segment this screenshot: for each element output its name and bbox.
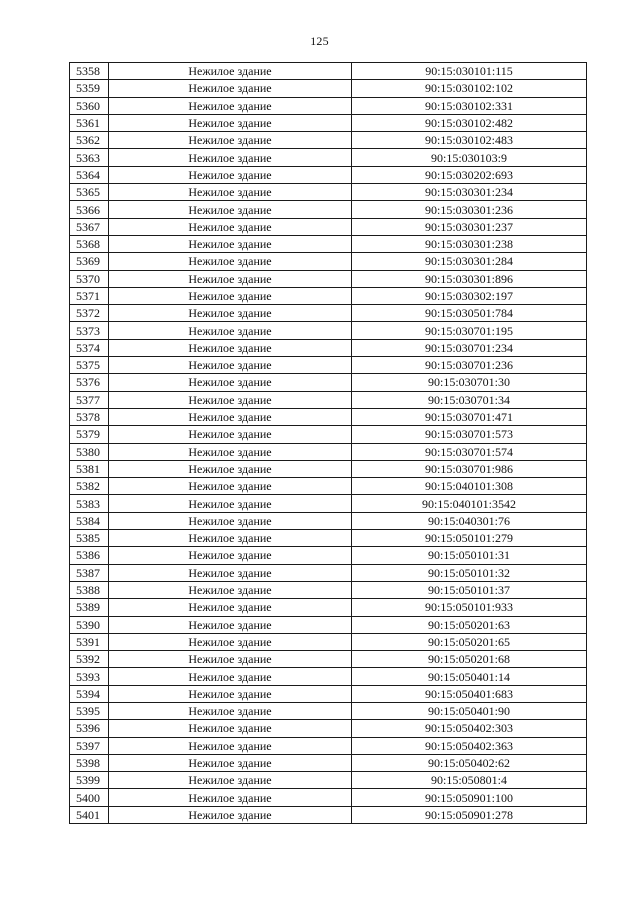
row-number-cell: 5382 xyxy=(70,478,109,495)
row-number-cell: 5358 xyxy=(70,63,109,80)
object-type-cell: Нежилое здание xyxy=(109,63,352,80)
row-number-cell: 5391 xyxy=(70,633,109,650)
page-number: 125 xyxy=(310,34,329,48)
cadastral-number-cell: 90:15:030501:784 xyxy=(352,305,587,322)
cadastral-number-cell: 90:15:030301:234 xyxy=(352,184,587,201)
object-type-cell: Нежилое здание xyxy=(109,443,352,460)
object-type-cell: Нежилое здание xyxy=(109,357,352,374)
row-number-cell: 5366 xyxy=(70,201,109,218)
cadastral-number-cell: 90:15:030701:573 xyxy=(352,426,587,443)
table-row xyxy=(70,512,587,529)
row-number-cell: 5388 xyxy=(70,581,109,598)
cadastral-number-cell: 90:15:030701:34 xyxy=(352,391,587,408)
row-number-cell: 5374 xyxy=(70,339,109,356)
cadastral-number-cell: 90:15:050101:31 xyxy=(352,547,587,564)
row-number-cell: 5383 xyxy=(70,495,109,512)
table-row xyxy=(70,391,587,408)
table-row xyxy=(70,374,587,391)
object-type-cell: Нежилое здание xyxy=(109,651,352,668)
cadastral-number-cell: 90:15:030701:574 xyxy=(352,443,587,460)
object-type-cell: Нежилое здание xyxy=(109,287,352,304)
cadastral-number-cell: 90:15:030102:331 xyxy=(352,97,587,114)
table-body xyxy=(70,63,587,824)
cadastral-number-cell: 90:15:030701:471 xyxy=(352,408,587,425)
cadastral-number-cell: 90:15:050901:100 xyxy=(352,789,587,806)
table-row xyxy=(70,201,587,218)
row-number-cell: 5364 xyxy=(70,166,109,183)
object-type-cell: Нежилое здание xyxy=(109,772,352,789)
row-number-cell: 5367 xyxy=(70,218,109,235)
object-type-cell: Нежилое здание xyxy=(109,218,352,235)
object-type-cell: Нежилое здание xyxy=(109,530,352,547)
object-type-cell: Нежилое здание xyxy=(109,564,352,581)
cadastral-number-cell: 90:15:040101:3542 xyxy=(352,495,587,512)
row-number-cell: 5384 xyxy=(70,512,109,529)
row-number-cell: 5361 xyxy=(70,114,109,131)
table-row xyxy=(70,789,587,806)
table-row xyxy=(70,426,587,443)
property-registry-table xyxy=(69,62,587,824)
cadastral-number-cell: 90:15:030302:197 xyxy=(352,287,587,304)
object-type-cell: Нежилое здание xyxy=(109,97,352,114)
row-number-cell: 5393 xyxy=(70,668,109,685)
row-number-cell: 5392 xyxy=(70,651,109,668)
table-row xyxy=(70,772,587,789)
cadastral-number-cell: 90:15:030102:482 xyxy=(352,114,587,131)
object-type-cell: Нежилое здание xyxy=(109,184,352,201)
cadastral-number-cell: 90:15:030301:896 xyxy=(352,270,587,287)
object-type-cell: Нежилое здание xyxy=(109,235,352,252)
object-type-cell: Нежилое здание xyxy=(109,391,352,408)
cadastral-number-cell: 90:15:050401:14 xyxy=(352,668,587,685)
table-row xyxy=(70,235,587,252)
object-type-cell: Нежилое здание xyxy=(109,270,352,287)
row-number-cell: 5381 xyxy=(70,460,109,477)
table-row xyxy=(70,806,587,823)
row-number-cell: 5386 xyxy=(70,547,109,564)
row-number-cell: 5368 xyxy=(70,235,109,252)
row-number-cell: 5389 xyxy=(70,599,109,616)
table-row xyxy=(70,408,587,425)
cadastral-number-cell: 90:15:030101:115 xyxy=(352,63,587,80)
object-type-cell: Нежилое здание xyxy=(109,702,352,719)
object-type-cell: Нежилое здание xyxy=(109,737,352,754)
table-row xyxy=(70,253,587,270)
table-row xyxy=(70,581,587,598)
object-type-cell: Нежилое здание xyxy=(109,806,352,823)
row-number-cell: 5369 xyxy=(70,253,109,270)
object-type-cell: Нежилое здание xyxy=(109,305,352,322)
cadastral-number-cell: 90:15:030701:234 xyxy=(352,339,587,356)
table-row xyxy=(70,460,587,477)
cadastral-number-cell: 90:15:050401:683 xyxy=(352,685,587,702)
row-number-cell: 5373 xyxy=(70,322,109,339)
row-number-cell: 5390 xyxy=(70,616,109,633)
object-type-cell: Нежилое здание xyxy=(109,581,352,598)
object-type-cell: Нежилое здание xyxy=(109,80,352,97)
row-number-cell: 5395 xyxy=(70,702,109,719)
row-number-cell: 5401 xyxy=(70,806,109,823)
table-row xyxy=(70,495,587,512)
object-type-cell: Нежилое здание xyxy=(109,408,352,425)
object-type-cell: Нежилое здание xyxy=(109,668,352,685)
row-number-cell: 5362 xyxy=(70,132,109,149)
cadastral-number-cell: 90:15:030301:236 xyxy=(352,201,587,218)
table-row xyxy=(70,63,587,80)
table-row xyxy=(70,322,587,339)
cadastral-number-cell: 90:15:050101:32 xyxy=(352,564,587,581)
cadastral-number-cell: 90:15:050901:278 xyxy=(352,806,587,823)
cadastral-number-cell: 90:15:030301:238 xyxy=(352,235,587,252)
object-type-cell: Нежилое здание xyxy=(109,114,352,131)
table-row xyxy=(70,443,587,460)
cadastral-number-cell: 90:15:030102:102 xyxy=(352,80,587,97)
table-row xyxy=(70,287,587,304)
row-number-cell: 5379 xyxy=(70,426,109,443)
object-type-cell: Нежилое здание xyxy=(109,754,352,771)
table-row xyxy=(70,149,587,166)
row-number-cell: 5396 xyxy=(70,720,109,737)
object-type-cell: Нежилое здание xyxy=(109,633,352,650)
table-row xyxy=(70,651,587,668)
table-row xyxy=(70,184,587,201)
cadastral-number-cell: 90:15:030202:693 xyxy=(352,166,587,183)
table-row xyxy=(70,166,587,183)
cadastral-number-cell: 90:15:050402:62 xyxy=(352,754,587,771)
object-type-cell: Нежилое здание xyxy=(109,547,352,564)
table-row xyxy=(70,633,587,650)
row-number-cell: 5360 xyxy=(70,97,109,114)
object-type-cell: Нежилое здание xyxy=(109,495,352,512)
row-number-cell: 5387 xyxy=(70,564,109,581)
table-row xyxy=(70,478,587,495)
cadastral-number-cell: 90:15:030701:986 xyxy=(352,460,587,477)
object-type-cell: Нежилое здание xyxy=(109,616,352,633)
row-number-cell: 5372 xyxy=(70,305,109,322)
object-type-cell: Нежилое здание xyxy=(109,720,352,737)
object-type-cell: Нежилое здание xyxy=(109,460,352,477)
row-number-cell: 5394 xyxy=(70,685,109,702)
table-row xyxy=(70,737,587,754)
table-row xyxy=(70,80,587,97)
table-row xyxy=(70,218,587,235)
table-row xyxy=(70,754,587,771)
cadastral-number-cell: 90:15:030103:9 xyxy=(352,149,587,166)
row-number-cell: 5376 xyxy=(70,374,109,391)
cadastral-number-cell: 90:15:050402:303 xyxy=(352,720,587,737)
cadastral-number-cell: 90:15:050201:63 xyxy=(352,616,587,633)
row-number-cell: 5397 xyxy=(70,737,109,754)
cadastral-number-cell: 90:15:050201:65 xyxy=(352,633,587,650)
table-row xyxy=(70,530,587,547)
row-number-cell: 5398 xyxy=(70,754,109,771)
row-number-cell: 5378 xyxy=(70,408,109,425)
object-type-cell: Нежилое здание xyxy=(109,253,352,270)
cadastral-number-cell: 90:15:030701:30 xyxy=(352,374,587,391)
object-type-cell: Нежилое здание xyxy=(109,166,352,183)
object-type-cell: Нежилое здание xyxy=(109,599,352,616)
object-type-cell: Нежилое здание xyxy=(109,132,352,149)
table-row xyxy=(70,685,587,702)
object-type-cell: Нежилое здание xyxy=(109,478,352,495)
table-row xyxy=(70,305,587,322)
row-number-cell: 5370 xyxy=(70,270,109,287)
row-number-cell: 5377 xyxy=(70,391,109,408)
table-row xyxy=(70,564,587,581)
table-row xyxy=(70,114,587,131)
row-number-cell: 5371 xyxy=(70,287,109,304)
object-type-cell: Нежилое здание xyxy=(109,339,352,356)
cadastral-number-cell: 90:15:050101:37 xyxy=(352,581,587,598)
cadastral-number-cell: 90:15:040301:76 xyxy=(352,512,587,529)
row-number-cell: 5400 xyxy=(70,789,109,806)
cadastral-number-cell: 90:15:050101:933 xyxy=(352,599,587,616)
table-row xyxy=(70,357,587,374)
table-row xyxy=(70,599,587,616)
row-number-cell: 5359 xyxy=(70,80,109,97)
table-row xyxy=(70,339,587,356)
cadastral-number-cell: 90:15:030102:483 xyxy=(352,132,587,149)
object-type-cell: Нежилое здание xyxy=(109,685,352,702)
object-type-cell: Нежилое здание xyxy=(109,149,352,166)
cadastral-number-cell: 90:15:040101:308 xyxy=(352,478,587,495)
object-type-cell: Нежилое здание xyxy=(109,374,352,391)
object-type-cell: Нежилое здание xyxy=(109,322,352,339)
cadastral-number-cell: 90:15:030701:195 xyxy=(352,322,587,339)
table-row xyxy=(70,702,587,719)
object-type-cell: Нежилое здание xyxy=(109,512,352,529)
cadastral-number-cell: 90:15:030701:236 xyxy=(352,357,587,374)
cadastral-number-cell: 90:15:030301:284 xyxy=(352,253,587,270)
table-row xyxy=(70,547,587,564)
table-row xyxy=(70,668,587,685)
cadastral-number-cell: 90:15:050201:68 xyxy=(352,651,587,668)
row-number-cell: 5385 xyxy=(70,530,109,547)
row-number-cell: 5380 xyxy=(70,443,109,460)
row-number-cell: 5375 xyxy=(70,357,109,374)
cadastral-number-cell: 90:15:050401:90 xyxy=(352,702,587,719)
table-row xyxy=(70,616,587,633)
cadastral-number-cell: 90:15:030301:237 xyxy=(352,218,587,235)
table-row xyxy=(70,720,587,737)
cadastral-number-cell: 90:15:050101:279 xyxy=(352,530,587,547)
row-number-cell: 5363 xyxy=(70,149,109,166)
table-row xyxy=(70,132,587,149)
table-row xyxy=(70,97,587,114)
object-type-cell: Нежилое здание xyxy=(109,201,352,218)
cadastral-number-cell: 90:15:050402:363 xyxy=(352,737,587,754)
row-number-cell: 5399 xyxy=(70,772,109,789)
table-row xyxy=(70,270,587,287)
cadastral-number-cell: 90:15:050801:4 xyxy=(352,772,587,789)
object-type-cell: Нежилое здание xyxy=(109,426,352,443)
row-number-cell: 5365 xyxy=(70,184,109,201)
object-type-cell: Нежилое здание xyxy=(109,789,352,806)
